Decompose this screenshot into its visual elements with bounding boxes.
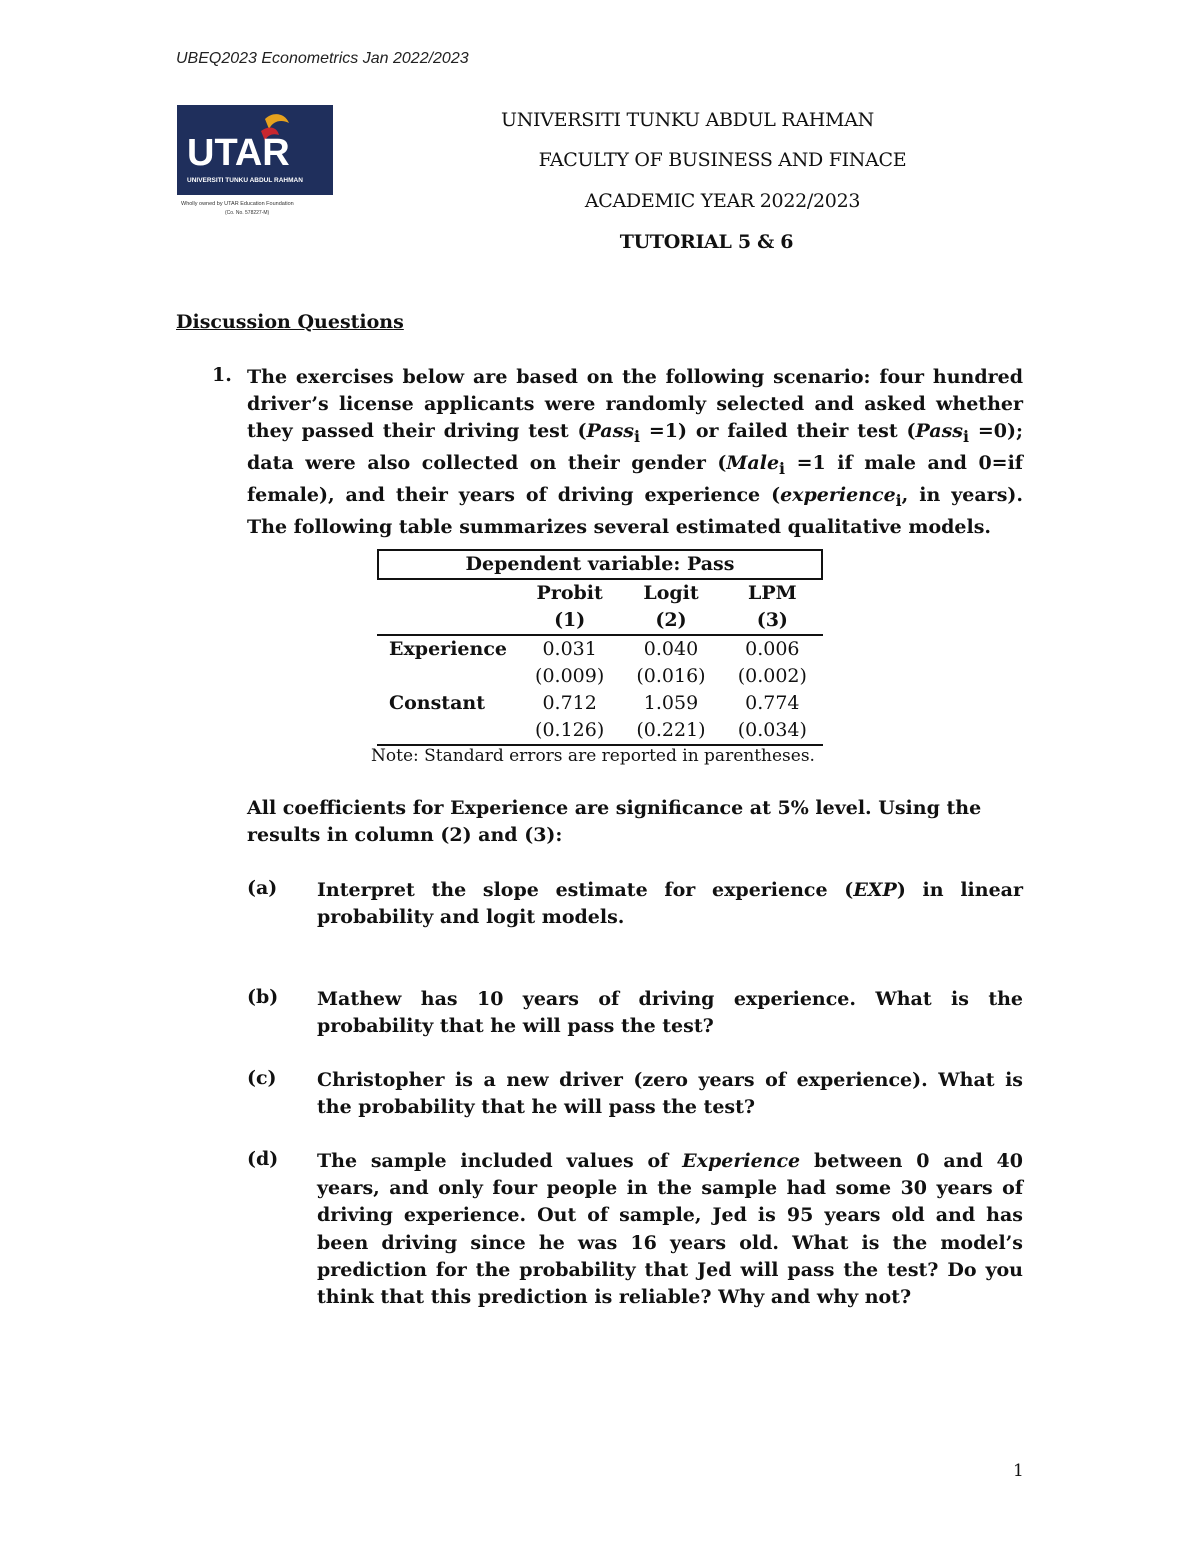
std-error-cell: (0.034) — [722, 717, 823, 745]
academic-year: ACADEMIC YEAR 2022/2023 — [584, 190, 861, 212]
subquestion-d-text — [317, 1148, 1023, 1311]
q1-text-part: =1) or failed their test ( — [639, 420, 916, 443]
table-row — [377, 635, 823, 663]
coefficient-cell: 1.059 — [643, 692, 699, 714]
subquestion-text-part: between 0 and 40 years, and only four people in the sample had some 30 years of driving experience. Out of sample, Jed is 95 years old and has been driving since he was 16 years old. What is the model’s prediction for the probability that Jed will pass the test? Do you think that this prediction is reliable? Why and why not? — [317, 1150, 1023, 1309]
var-exp: EXP — [853, 879, 897, 901]
utar-logo — [177, 105, 333, 218]
logo-wordmark: UTAR — [187, 132, 290, 174]
table-note: Note: Standard errors are reported in parentheses. — [371, 746, 815, 766]
subquestion-label: (d) — [247, 1148, 279, 1170]
table-row — [377, 690, 823, 717]
column-header: Logit — [643, 582, 699, 604]
column-header: Probit — [536, 582, 603, 604]
table-header-row — [377, 607, 823, 635]
coefficient-cell: 0.031 — [542, 638, 597, 660]
utar-logo-graphic — [177, 105, 333, 218]
table-empty-cell — [377, 663, 519, 690]
logo-company-no: (Co. No. 578227-M) — [225, 210, 270, 216]
var-pass: Pass — [915, 420, 963, 443]
logo-tagline: Wholly owned by UTAR Education Foundation — [181, 201, 294, 207]
std-error-cell: (0.016) — [636, 665, 706, 687]
var-pass: Pass — [586, 420, 634, 443]
page-number: 1 — [1013, 1461, 1024, 1481]
subscript-i: i — [895, 491, 902, 511]
coefficient-cell: 0.712 — [542, 692, 597, 714]
q1-text-part: , in years). The following table summarizes several estimated qualitative models. — [247, 484, 1023, 539]
subquestion-text-part: Interpret the slope estimate for experience ( — [317, 879, 854, 901]
instructions-paragraph: All coefficients for Experience are significance at 5% level. Using the results in column (2) and (3): — [247, 797, 982, 847]
tutorial-title: TUTORIAL 5 & 6 — [619, 231, 794, 253]
q1-text-part: =1 if male and 0=if female), and their years of driving experience ( — [247, 452, 1023, 507]
section-heading: Discussion Questions — [176, 311, 404, 333]
table-header-row — [377, 580, 823, 607]
table-corner-cell — [377, 580, 519, 607]
row-label: Constant — [389, 692, 485, 714]
subquestion-b-text: Mathew has 10 years of driving experience. What is the probability that he will pass the test? — [317, 988, 1023, 1038]
subquestion-label: (c) — [247, 1067, 277, 1089]
coefficient-cell: 0.006 — [745, 638, 800, 660]
subquestion-c-text: Christopher is a new driver (zero years of experience). What is the probability that he will pass the test? — [317, 1069, 1023, 1119]
table-corner-cell — [377, 607, 519, 635]
var-experience: Experience — [682, 1150, 801, 1172]
results-table — [377, 580, 823, 746]
column-number: (2) — [620, 607, 721, 635]
subscript-i: i — [633, 427, 640, 447]
subquestion-text-part: The sample included values of — [317, 1150, 683, 1172]
std-error-cell: (0.126) — [519, 717, 620, 745]
column-header: LPM — [747, 582, 797, 604]
faculty-name: FACULTY OF BUSINESS AND FINACE — [538, 149, 907, 171]
coefficient-cell: 0.774 — [745, 692, 800, 714]
std-error-cell: (0.221) — [620, 717, 721, 745]
regression-table — [377, 549, 823, 746]
subquestion-label: (b) — [247, 986, 279, 1008]
var-experience: experience — [780, 484, 896, 507]
table-title: Dependent variable: Pass — [377, 549, 823, 580]
running-header: UBEQ2023 Econometrics Jan 2022/2023 — [176, 50, 469, 67]
row-label: Experience — [389, 638, 507, 660]
question-1-text — [247, 364, 1023, 542]
table-empty-cell — [377, 717, 519, 745]
coefficient-cell: 0.040 — [643, 638, 699, 660]
subscript-i: i — [779, 459, 786, 479]
std-error-cell: (0.009) — [535, 665, 605, 687]
subquestion-text-part: ) in linear probability and logit models. — [317, 879, 1023, 929]
question-number: 1. — [212, 364, 232, 386]
table-row — [377, 717, 823, 745]
q1-text-part: The exercises below are based on the following scenario: four hundred driver’s license applicants were randomly selected and asked whether they passed their driving test ( — [247, 366, 1023, 443]
std-error-cell: (0.002) — [737, 665, 807, 687]
q1-text-part: =0); data were also collected on their gender ( — [247, 420, 1023, 475]
logo-subtitle: UNIVERSITI TUNKU ABDUL RAHMAN — [187, 177, 303, 184]
subquestion-label: (a) — [247, 877, 278, 899]
university-name: UNIVERSITI TUNKU ABDUL RAHMAN — [501, 109, 874, 131]
column-number: (3) — [722, 607, 823, 635]
column-number: (1) — [519, 607, 620, 635]
var-male: Male — [726, 452, 780, 475]
subquestion-a-text — [317, 877, 1023, 931]
table-row — [377, 663, 823, 690]
subscript-i: i — [962, 427, 969, 447]
